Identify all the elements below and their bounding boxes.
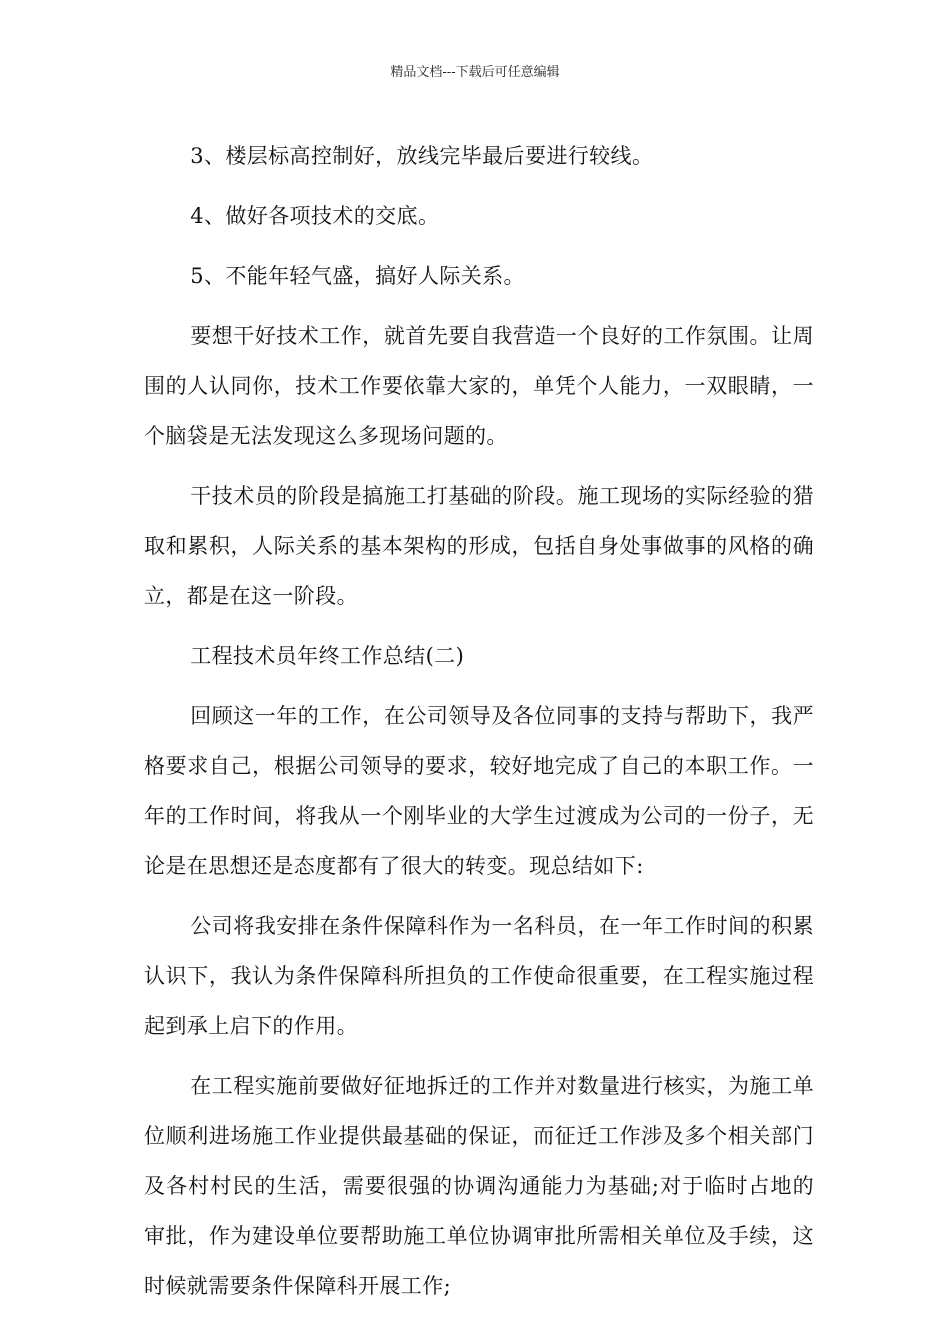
section-heading: 工程技术员年终工作总结(二)	[190, 644, 465, 668]
paragraph-work-atmosphere: 要想干好技术工作，就首先要自我营造一个良好的工作氛围。让周围的人认同你，技术工作要依靠大家的，单凭个人能力，一双眼睛，一个脑袋是无法发现这么多现场问题的。	[144, 324, 814, 448]
list-item-interpersonal: 5、不能年轻气盛，搞好人际关系。	[190, 264, 525, 288]
page-header: 精品文档---下载后可任意编辑	[390, 65, 560, 80]
document-body	[144, 131, 814, 1321]
paragraph-department-role: 公司将我安排在条件保障科作为一名科员，在一年工作时间的积累认识下，我认为条件保障科所担负的工作使命很重要，在工程实施过程起到承上启下的作用。	[144, 914, 814, 1038]
list-item-floor-elevation: 3、楼层标高控制好，放线完毕最后要进行较线。	[190, 144, 654, 168]
list-item-technical-briefing: 4、做好各项技术的交底。	[190, 204, 440, 228]
paragraph-foundation-stage: 干技术员的阶段是搞施工打基础的阶段。施工现场的实际经验的猎取和累积，人际关系的基本架构的形成，包括自身处事做事的风格的确立，都是在这一阶段。	[144, 484, 814, 608]
paragraph-land-acquisition: 在工程实施前要做好征地拆迁的工作并对数量进行核实，为施工单位顺利进场施工作业提供最基础的保证，而征迁工作涉及多个相关部门及各村村民的生活，需要很强的协调沟通能力为基础;对于临时占地的审批，作为建设单位要帮助施工单位协调审批所需相关单位及手续，这时候就需要条件保障科开展工作;	[144, 1074, 814, 1298]
paragraph-year-review: 回顾这一年的工作，在公司领导及各位同事的支持与帮助下，我严格要求自己，根据公司领导的要求，较好地完成了自己的本职工作。一年的工作时间，将我从一个刚毕业的大学生过渡成为公司的一份子，无论是在思想还是态度都有了很大的转变。现总结如下:	[144, 704, 814, 878]
